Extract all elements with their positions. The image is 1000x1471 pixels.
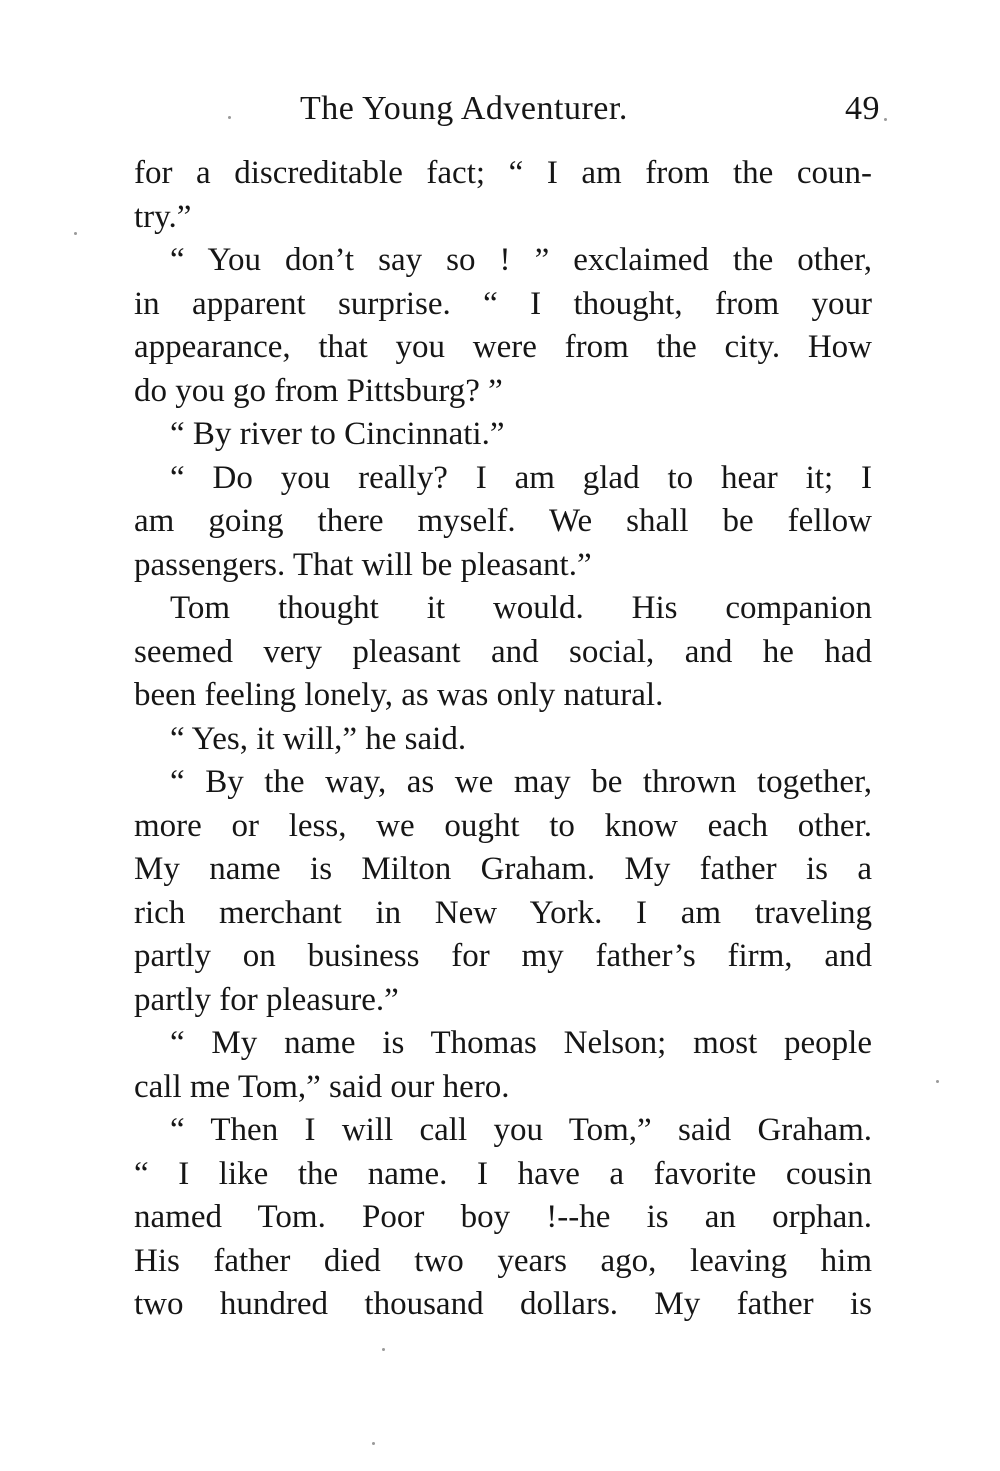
paper-speck [372, 1442, 375, 1445]
paper-speck [936, 1080, 939, 1083]
text-line: “ Then I will call you Tom,” said Graham. [170, 1112, 872, 1148]
text-line: more or less, we ought to know each other. [134, 807, 872, 844]
paper-speck [884, 118, 887, 121]
text-line: try.” [134, 198, 192, 235]
text-line: two hundred thousand dollars. My father is [134, 1286, 872, 1322]
text-line: passengers. That will be pleasant.” [134, 546, 592, 583]
text-line: “ You don’t say so ! ” exclaimed the other, [170, 242, 872, 278]
page-number: 49 [845, 90, 880, 127]
paper-speck [382, 1348, 385, 1351]
text-line: call me Tom,” said our hero. [134, 1068, 510, 1105]
text-line: been feeling lonely, as was only natural. [134, 677, 664, 713]
text-line: “ I like the name. I have a favorite cousin [134, 1155, 872, 1192]
text-line: partly on business for my father’s firm, and [134, 938, 872, 974]
text-line: rich merchant in New York. I am traveling [134, 894, 872, 931]
text-line: appearance, that you were from the city. How [134, 329, 872, 365]
text-line: His father died two years ago, leaving him [134, 1242, 872, 1279]
text-line: “ Yes, it will,” he said. [170, 720, 467, 757]
text-line: do you go from Pittsburg? ” [134, 372, 503, 409]
running-header [300, 84, 880, 134]
text-line: am going there myself. We shall be fellow [134, 503, 872, 539]
text-line: partly for pleasure.” [134, 981, 399, 1018]
text-line: in apparent surprise. “ I thought, from your [134, 285, 872, 322]
running-title: The Young Adventurer. [300, 90, 628, 127]
text-line: named Tom. Poor boy !--he is an orphan. [134, 1199, 872, 1235]
text-line: “ By river to Cincinnati.” [170, 416, 505, 452]
paper-speck [74, 232, 77, 235]
text-line: “ My name is Thomas Nelson; most people [170, 1025, 872, 1061]
paper-speck [228, 116, 231, 119]
text-line: “ Do you really? I am glad to hear it; I [170, 459, 872, 496]
text-line: seemed very pleasant and social, and he had [134, 633, 872, 670]
body-text [134, 152, 872, 1327]
text-line: Tom thought it would. His companion [170, 590, 872, 626]
text-line: “ By the way, as we may be thrown together, [170, 764, 872, 800]
text-line: for a discreditable fact; “ I am from the coun- [134, 155, 872, 191]
text-line: My name is Milton Graham. My father is a [134, 851, 872, 887]
